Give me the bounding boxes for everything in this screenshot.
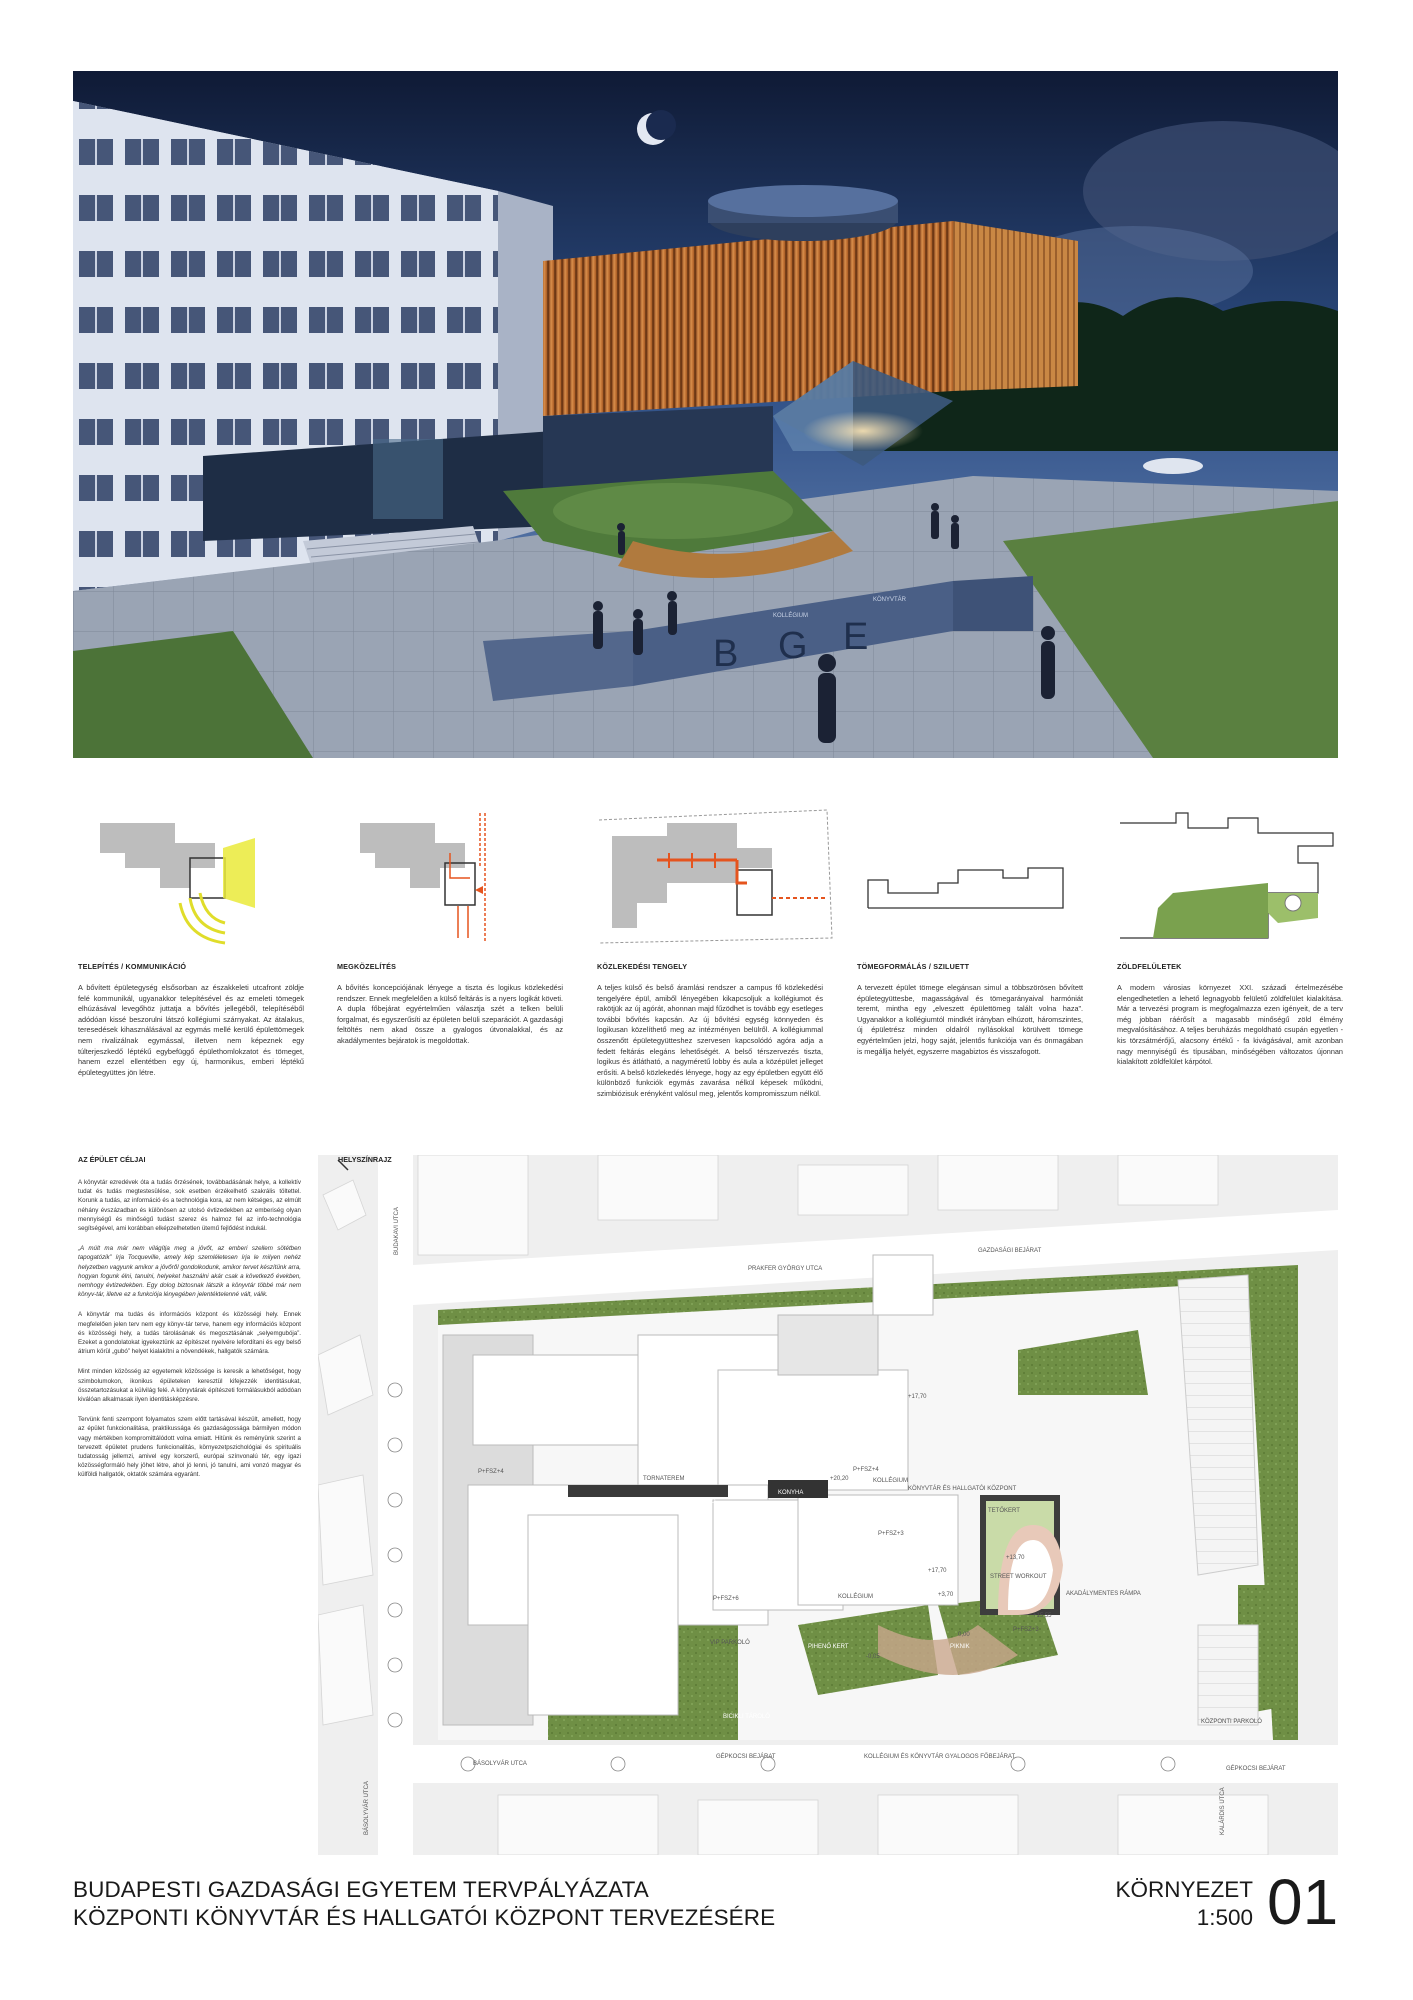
plan-label-kollegium: KOLLÉGIUM: [873, 1478, 909, 1484]
building-south-west: [528, 1515, 678, 1715]
sheet-number: 01: [1267, 1866, 1339, 1938]
title-block: [73, 1876, 775, 1932]
column-green: [1117, 962, 1343, 1068]
hero-rendering: [73, 71, 1338, 758]
diagram-silhouette: [863, 808, 1073, 948]
aims-paragraph: A könyvtár ezredévek óta a tudás őrzésének, továbbadásának helye, a kollektív tudat és tudás megtestesülése, sok esetben érzékelhető szakrális töltettel. Korunk a tudás, az információ és a technológia kora, az nem kétséges, az elmúlt néhány évszázadban és különösen az utolsó évtizedekben az emberiség olyan mennyiségű és minőségű tudást szerez és halmoz fel az info-technológia segítségével, ami korábban elképzelhetetlen ütemű fejlődést indukál.: [78, 1179, 301, 1233]
street-label: PRAKFER GYÖRGY UTCA: [748, 1266, 823, 1272]
street-label: GAZDASÁGI BEJÁRAT: [978, 1248, 1042, 1254]
plan-label-pihenokert: PIHENŐ KERT: [808, 1644, 849, 1650]
diagram-access: [355, 808, 525, 948]
street-label: GÉPKOCSI BEJÁRAT: [716, 1754, 776, 1760]
plan-level: +20,20: [830, 1476, 849, 1482]
access-arrow-icon: [475, 886, 483, 894]
column-heading: ZÖLDFELÜLETEK: [1117, 962, 1182, 971]
column-heading: MEGKÖZELÍTÉS: [337, 962, 397, 971]
column-axis: [597, 962, 823, 1100]
diagram-axis: [597, 808, 837, 948]
siting-arc: [190, 898, 225, 933]
green-atrium: [1285, 895, 1301, 911]
diagram-siting: [95, 808, 295, 948]
plan-level: +17,70: [908, 1394, 927, 1400]
kollegium-north: [718, 1370, 908, 1490]
plan-label-kozponti: KÖZPONTI PARKOLÓ: [1201, 1719, 1262, 1725]
site-plan: [318, 1155, 1338, 1855]
column-siting: [78, 962, 304, 1078]
plan-label-tornaterem: TORNATEREM: [643, 1476, 685, 1482]
road-south: [413, 1745, 1338, 1783]
street-label: KOLLÉGIUM ÉS KÖNYVTÁR GYALOGOS FŐBEJÁRAT: [864, 1754, 1016, 1760]
sign-small-konyvtar: KÖNYVTÁR: [873, 597, 907, 603]
plan-level: +15,55: [1033, 1613, 1052, 1619]
osszekoto-corridor: [568, 1485, 728, 1497]
street-label: BÁSOLYVÁR UTCA: [364, 1781, 370, 1835]
plan-level: +17,70: [928, 1568, 947, 1574]
plan-label-tetokert: TETŐKERT: [988, 1508, 1020, 1514]
column-text: A tervezett épület tömege elegánsan simul a többszörösen bővített épületegyüttesbe, magasságával és tömegarányaival harmóniát teremt, mintha egy „elveszett épülettömeg talált volna haza”. Ugyanakkor a kollégiumtól mindkét irányban elhúzott, háromszintes, új épületrész minden oldalról nyílásokkal körülvett tömege egyértelműen jelzi, hogy saját, jelentős funkciója van és önmagában is megállja helyét, egyszerre magabiztos és visszafogott.: [857, 983, 1083, 1056]
plan-label-akadalymentes: AKADÁLYMENTES RÁMPA: [1066, 1591, 1141, 1597]
street-label: BUDAKAVI UTCA: [394, 1207, 400, 1255]
aims-quote: „A múlt ma már nem világítja meg a jövőt, az emberi szellem sötétben tapogatózik” írja Tocqueville, amely kép szemléletesen írja le milyen nehéz helyzetben vagyunk amikor a jövőről gondolkodunk, amikor tervet készítünk arra, hogyan fogunk élni, tanulni, helyeket használni akár csak a következő években, nemhogy évtizedekben. Egy dolog biztosnak látszik a könyvtár többé már nem könyv-tár, illetve ez a funkciója lényegében jelentéktelenné vált, válik.: [78, 1245, 301, 1299]
column-text: A teljes külső és belső áramlási rendszer a campus fő közlekedési tengelyére épül, amiből lényegében kikapcsoljuk a kollégiumot és rakötjük az új agórát, ahonnan majd fűzödhet is tovább egy esetleges további bővítés kapcsán. Az új bővítési egység könnyeden és logikusan közelíthető meg az intézményen belülről. A kollégiummal összenőtt épületegyütteshez szervesen kapcsolódó agóra adja a fedett feltárás elegáns lehetőségét. A belső térszervezés tiszta, logikus és átlátható, a nagyméretű lobby és aula a középület jelleget erősíti. A belső közlekedés lényege, hogy az egy épületben együtt élő különböző funkciók egymás zavarása nélkül képesek működni, szimbiózisuk erényként valósul meg, jelentős kompromisszum nélkül.: [597, 983, 823, 1098]
axis-mass: [612, 823, 772, 928]
diagram-green: [1118, 808, 1343, 948]
plan-label-konyha: KONYHA: [778, 1490, 804, 1496]
sign-wall-return: [953, 576, 1033, 631]
plan-label-floors: P+FSZ+4: [853, 1467, 879, 1473]
plan-level: +13,70: [1006, 1555, 1025, 1561]
green-area: [1153, 883, 1268, 938]
siting-view-cone: [223, 838, 255, 908]
plan-label-floors: P+FSZ+4: [478, 1469, 504, 1475]
plan-level: +3,70: [938, 1592, 954, 1598]
project-title-line-2: KÖZPONTI KÖNYVTÁR ÉS HALLGATÓI KÖZPONT TERVEZÉSÉRE: [73, 1905, 776, 1930]
parked-car: [1143, 458, 1203, 474]
hero-illustration: [73, 71, 1338, 758]
moon-shadow: [646, 110, 676, 140]
aims-paragraph: A könyvtár ma tudás és információs központ és közösségi hely. Ennek megfelelően jelen terv nem egy könyv-tár terve, hanem egy információs központ és közösségi hely, a tudás tárolásának és megosztásának „selyemgubója”. Ezeket a gondolatokat igyekeztünk az építészet nyelvére lefordítani és egy belső átrium körül „gubó” helyet kialakítni a növendékek, hallgatók számára.: [78, 1311, 301, 1356]
section-name: KÖRNYEZET: [1115, 1877, 1253, 1902]
building-annex: [778, 1315, 878, 1375]
kollegium-south-2: [798, 1495, 958, 1605]
column-heading: TÖMEGFORMÁLÁS / SZILUETT: [857, 962, 970, 971]
street-label: BÁSOLYVÁR UTCA: [473, 1761, 527, 1767]
sign-letter-g: G: [778, 625, 808, 667]
plan-label-bicikli: BICIKLI TÁROLÓ: [723, 1714, 770, 1720]
lawn-mound: [553, 483, 793, 539]
plan-label-floors: P+FSZ+3: [1013, 1627, 1039, 1633]
column-heading: KÖZLEKEDÉSI TENGELY: [597, 962, 688, 971]
street-label: GÉPKOCSI BEJÁRAT: [1226, 1766, 1286, 1772]
project-title-line-1: BUDAPESTI GAZDASÁGI EGYETEM TERVPÁLYÁZATA: [73, 1877, 649, 1902]
column-text: A bővített épületegység elsősorban az északkeleti utcafront zöldje felé kommunikál, ugyanakkor telepítésével és az emeleti tömegek elhúzásával levegőhöz juttatja a bővítés jellegéből, telepítéséből adódóan kissé beszorulni látszó kollégiumi szárnyakat. Az átalakus, teresedések kihasználásával az egymás mellé kerülő épülettömegek nem rivalizálnak egymással, illetven nem képeznek egy túlterjeszkedő léptékű egybefüggő épülethomlokzatot és tömeget, hanem ezzel ellentétben egy új, harmonikus, emberi léptékű épületegyüttes jön létre.: [78, 983, 304, 1077]
plan-label-kollegium-s: KOLLÉGIUM: [838, 1594, 874, 1600]
aims-paragraph: Tervünk fenti szempont folyamatos szem előtt tartásával készült, amellett, hogy az épület funkcionalitása, praktikussága és gazdaságossága bármilyen módon vagy mértékben kompromittálódott volna emiatt. Hitünk és reményünk szerint a tervezett épületet prudens funkcionalitás, környezetpszichológiai és spirituális tudatosság jellemzi, amivel egy korszerű, európai színvonalú tér, egy igazi közösségformáló hely jöhet létre, ahol jó lenni, jó tanulni, ami vonzó magyar és külföldi hallgatók, oktatók számára egyaránt.: [78, 1416, 301, 1479]
siting-mass: [100, 823, 215, 888]
plan-label-floors: P+FSZ+6: [713, 1596, 739, 1602]
library-facade-side: [953, 221, 1078, 391]
building-north-small: [873, 1255, 933, 1315]
plan-level: -0,05: [866, 1654, 880, 1660]
axis-new-building: [737, 870, 772, 915]
plan-label-vip: VIP PARKOLÓ: [710, 1640, 750, 1646]
plan-label-street-workout: STREET WORKOUT: [990, 1574, 1047, 1580]
column-silhouette: [857, 962, 1083, 1057]
column-heading: TELEPÍTÉS / KOMMUNIKÁCIÓ: [78, 962, 187, 971]
sign-small-kollegium: KOLLÉGIUM: [773, 613, 809, 619]
aims-heading: AZ ÉPÜLET CÉLJAI: [78, 1155, 146, 1164]
plan-label-floors: P+FSZ+3: [878, 1531, 904, 1537]
entrance-glow: [803, 411, 923, 451]
road-west: [378, 1155, 413, 1855]
sign-letter-e: E: [843, 616, 869, 658]
building-aims: [78, 1155, 301, 1491]
column-text: A modern városias környezet XXI. századi értelmezésébe elengedhetetlen a lehető legnagyobb felületű zöldfelület kialakítása. Már a tervezési program is megfogalmazza ezen igényeit, de a terv még jobban ráérősít a magasabb minőségű zöld élmény megvalósításához. A teljes beruházás megoldható csupán egyetlen - kis törzsátmérőjű, alacsony értékű - fa kivágásával, amit azonban nagy mennyiségű és típusában, minőségében változatos újonnan kialakított zöldfelület kárpótol.: [1117, 983, 1343, 1067]
plan-label-osszekoto: ÖSSZEKÖTŐ FOLYOSÓ: [648, 1499, 716, 1505]
parking-central: [1198, 1625, 1258, 1725]
library-roof-top: [708, 185, 898, 217]
section-block: [1115, 1876, 1253, 1932]
plan-label-center: KÖNYVTÁR ÉS HALLGATÓI KÖZPONT: [908, 1486, 1017, 1492]
drawing-scale: 1:500: [1196, 1905, 1253, 1930]
column-access: [337, 962, 563, 1047]
sign-letter-b: B: [713, 633, 739, 675]
siteplan-title: HELYSZÍNRAJZ: [338, 1155, 392, 1164]
aims-paragraph: Mint minden közösség az egyetemek közössége is keresik a lehetőséget, hogy szimbolumokon, ikonikus épületeken keresztül kifejezzék identitásukat, összetartozásukat a külvilág felé. A könyvtárak építészeti formálásukból adódóan kiválóan alkalmasak ilyen identitásképzésre.: [78, 1368, 301, 1404]
street-label: KALÁRDIS UTCA: [1220, 1787, 1226, 1835]
plan-label-piknik: PIKNIK: [950, 1644, 970, 1650]
entrance-glass: [373, 439, 443, 519]
plan-level: 0,00: [958, 1632, 970, 1638]
column-text: A bővítés koncepciójának lényege a tiszta és logikus közlekedési rendszer. Ennek megfelelően a külső feltárás is a nyers logikát követi. A dupla főbejárat egyértelműen választja szét a telken belüli forgalmat, és egyszerűsíti az épületen belüli szeparációt. A gazdasági feltöltés nem akad össze a gyalogos útvonalakkal, és az akadálymentes bejáratok is megoldottak.: [337, 983, 563, 1045]
silhouette-outline: [868, 868, 1063, 908]
